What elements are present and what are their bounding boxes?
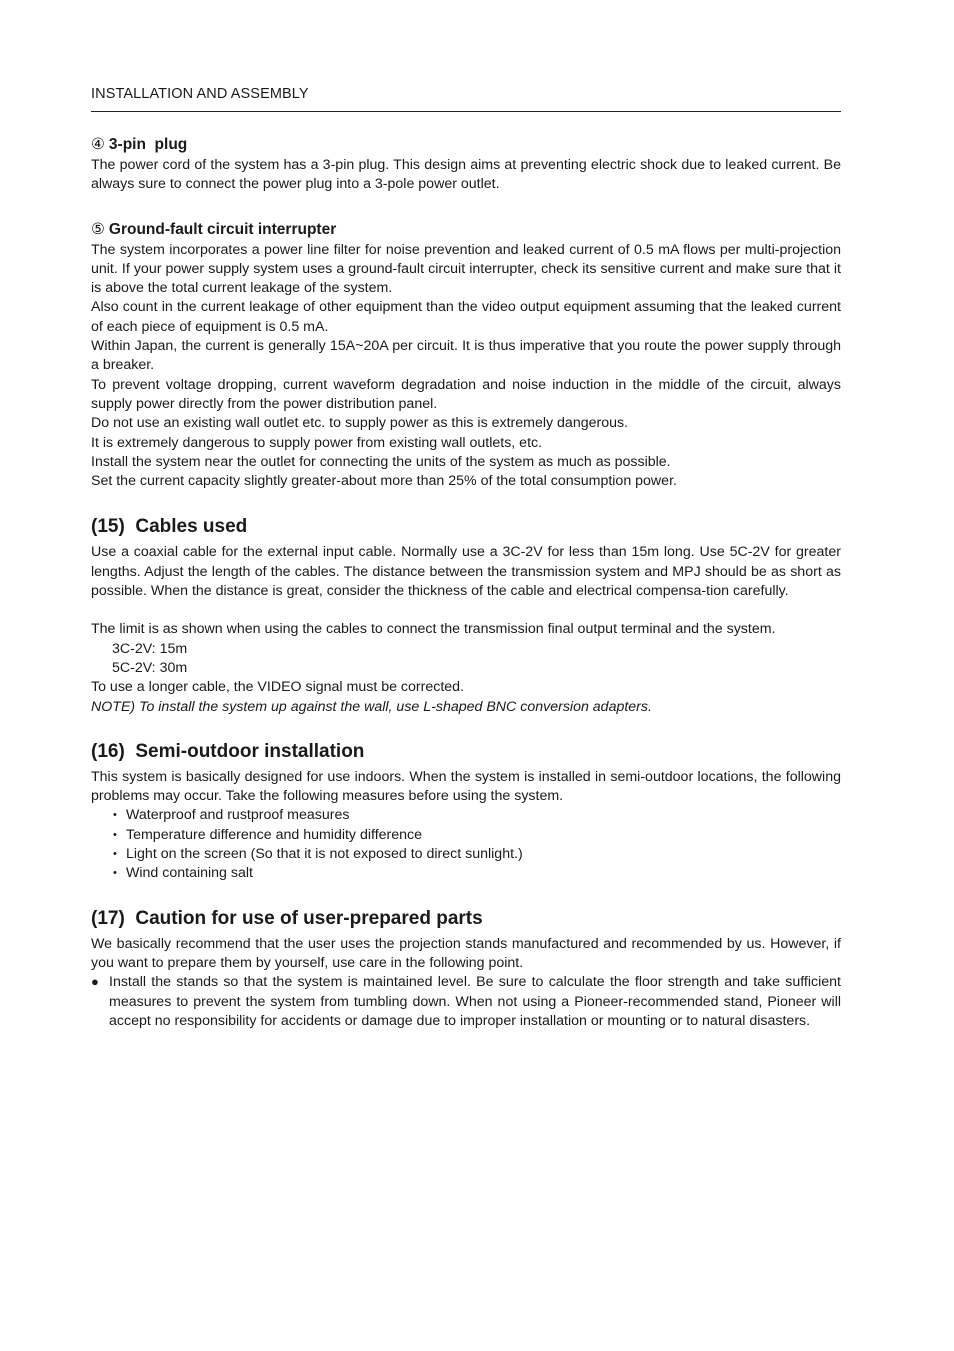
gfci-body (91, 241, 841, 492)
paragraph: Install the stands so that the system is maintained level. Be sure to calculate the floor strength and take sufficient measures to prevent the system from tumbling down. When not using a Pioneer-recommended stand, Pioneer will accept no responsibility for accidents or damage due to improper installation or mounting or to natural disasters. (109, 974, 841, 1029)
subsection-title-text: Ground-fault circuit interrupter (108, 220, 337, 238)
bullet-dot-icon: ● (91, 974, 99, 990)
list-item: • Light on the screen (So that it is not exposed to direct sunlight.) (113, 845, 841, 864)
paragraph: Do not use an existing wall outlet etc. to supply power as this is extremely dangerous. (91, 415, 629, 432)
measures-list (91, 806, 841, 883)
plug-body (91, 156, 841, 195)
section-heading-outdoor: (16) Semi-outdoor installation (91, 740, 365, 762)
paragraph: To use a longer cable, the VIDEO signal must be corrected. (91, 679, 465, 696)
paragraph: Within Japan, the current is generally 15A~20A per circuit. It is thus imperative that you route the power supply through a breaker. (91, 338, 841, 374)
paragraph: Set the current capacity slightly greater-about more than 25% of the total consumption power. (91, 473, 677, 490)
note: NOTE) To install the system up against the wall, use L-shaped BNC conversion adapters. (91, 698, 652, 715)
subsection-title-plug (91, 135, 841, 155)
paragraph: Use a coaxial cable for the external input cable. Normally use a 3C-2V for less than 15m long. Use 5C-2V for greater lengths. Adjust the length of the cables. The distance between the transmission system and MPJ should be as short as possible. When the distance is great, consider the thickness of the cable and electrical compensa-tion carefully. (91, 544, 841, 600)
paragraph: Install the system near the outlet for connecting the units of the system as much as possible. (91, 453, 671, 470)
paragraph: The system incorporates a power line filter for noise prevention and leaked current of 0.5 mA flows per multi-projection unit. If your power supply system uses a ground-fault circuit interrupter, check its sensitive current and make sure that it is above the total current leakage of the system. (91, 241, 841, 297)
header-rule (91, 111, 841, 112)
list-item: • Wind containing salt (113, 864, 841, 883)
subsection-title-text: 3-pin plug (108, 136, 188, 153)
paragraph: We basically recommend that the user uses the projection stands manufactured and recommended by us. However, if you want to prepare them by yourself, use care in the following point. (91, 935, 841, 971)
circled-number-5: ⑤ (91, 220, 105, 238)
list-item: • Temperature difference and humidity difference (113, 826, 841, 845)
paragraph: This system is basically designed for use indoors. When the system is installed in semi-outdoor locations, the following problems may occur. Take the following measures before using the system. (91, 768, 841, 805)
circled-number-4: ④ (91, 136, 105, 153)
subsection-title-gfci (91, 220, 841, 240)
spacer (91, 601, 841, 620)
paragraph: Also count in the current leakage of other equipment than the video output equipment assuming that the leaked current of each piece of equipment is 0.5 mA. (91, 299, 841, 335)
section-heading-parts: (17) Caution for use of user-prepared parts (91, 907, 483, 929)
section-heading-cables: (15) Cables used (91, 516, 248, 538)
paragraph: It is extremely dangerous to supply power from existing wall outlets, etc. (91, 434, 543, 451)
document-page (91, 86, 841, 1031)
paragraph: To prevent voltage dropping, current waveform degradation and noise induction in the middle of the circuit, always supply power directly from the power distribution panel. (91, 376, 841, 412)
caution-point (91, 973, 841, 1031)
running-head: INSTALLATION AND ASSEMBLY (91, 86, 309, 102)
list-item: • Waterproof and rustproof measures (113, 806, 841, 825)
cable-limit-item: 5C-2V: 30m (112, 659, 188, 676)
cable-limit-item: 3C-2V: 15m (112, 640, 188, 657)
paragraph: The limit is as shown when using the cables to connect the transmission final output terminal and the system. (91, 621, 776, 638)
paragraph: The power cord of the system has a 3-pin plug. This design aims at preventing electric shock due to leaked current. Be always sure to connect the power plug into a 3-pole power outlet. (91, 157, 841, 193)
